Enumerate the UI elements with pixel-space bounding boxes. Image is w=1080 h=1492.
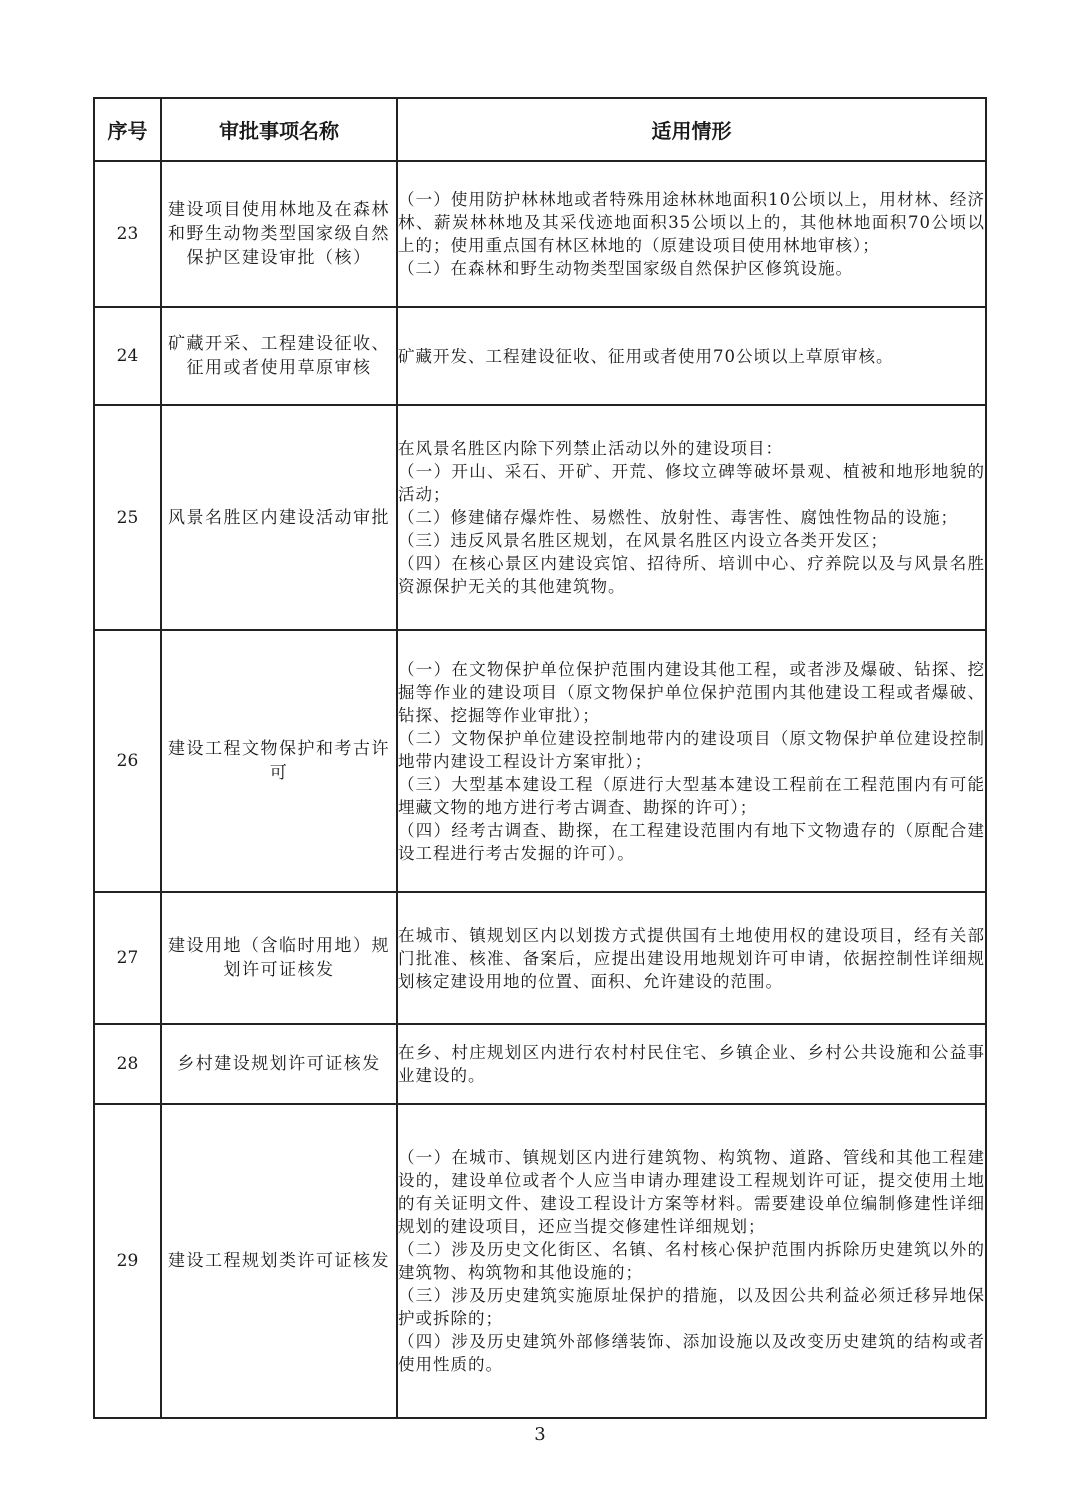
applicable-scope — [397, 307, 986, 405]
scope-line: （二）修建储存爆炸性、易燃性、放射性、毒害性、腐蚀性物品的设施； — [398, 508, 958, 527]
table-header-row — [94, 98, 986, 161]
table-row — [94, 1024, 986, 1104]
row-number: 29 — [94, 1104, 161, 1418]
row-number: 24 — [94, 307, 161, 405]
table-row — [94, 405, 986, 630]
scope-line: 在风景名胜区内除下列禁止活动以外的建设项目： — [398, 439, 783, 458]
scope-line: （四）经考古调查、勘探，在工程建设范围内有地下文物遗存的（原配合建设工程进行考古发掘的许可）。 — [398, 820, 985, 863]
item-name: 建设工程文物保护和考古许可 — [161, 630, 397, 892]
row-number: 26 — [94, 630, 161, 892]
item-name: 乡村建设规划许可证核发 — [161, 1024, 397, 1104]
item-name: 风景名胜区内建设活动审批 — [161, 405, 397, 630]
scope-line: （二）涉及历史文化街区、名镇、名村核心保护范围内拆除历史建筑以外的建筑物、构筑物和其他设施的； — [398, 1240, 985, 1282]
row-number: 27 — [94, 892, 161, 1024]
scope-line: （一）在文物保护单位保护范围内建设其他工程，或者涉及爆破、钻探、挖掘等作业的建设项目（原文物保护单位保护范围内其他建设工程或者爆破、钻探、挖掘等作业审批）； — [398, 659, 985, 725]
applicable-scope — [397, 161, 986, 307]
table-row — [94, 307, 986, 405]
applicable-scope — [397, 1024, 986, 1104]
scope-line: 在城市、镇规划区内以划拨方式提供国有土地使用权的建设项目，经有关部门批准、核准、备案后，应提出建设用地规划许可申请，依据控制性详细规划核定建设用地的位置、面积、允许建设的范围。 — [398, 925, 985, 991]
scope-line: （三）大型基本建设工程（原进行大型基本建设工程前在工程范围内有可能埋藏文物的地方进行考古调查、勘探的许可）； — [398, 774, 985, 817]
table-row — [94, 161, 986, 307]
item-name: 建设用地（含临时用地）规划许可证核发 — [161, 892, 397, 1024]
table-row — [94, 630, 986, 892]
applicable-scope — [397, 1104, 986, 1418]
scope-line: 矿藏开发、工程建设征收、征用或者使用70公顷以上草原审核。 — [398, 346, 894, 366]
scope-line: （二）在森林和野生动物类型国家级自然保护区修筑设施。 — [398, 259, 853, 278]
item-name: 建设项目使用林地及在森林和野生动物类型国家级自然保护区建设审批（核） — [161, 161, 397, 307]
scope-line: （四）在核心景区内建设宾馆、招待所、培训中心、疗养院以及与风景名胜资源保护无关的其他建筑物。 — [398, 554, 985, 596]
item-name: 建设工程规划类许可证核发 — [161, 1104, 397, 1418]
approval-items-table — [93, 97, 987, 1419]
scope-line: （四）涉及历史建筑外部修缮装饰、添加设施以及改变历史建筑的结构或者使用性质的。 — [398, 1332, 985, 1374]
applicable-scope — [397, 630, 986, 892]
applicable-scope — [397, 892, 986, 1024]
table-row — [94, 892, 986, 1024]
row-number: 25 — [94, 405, 161, 630]
applicable-scope — [397, 405, 986, 630]
item-name: 矿藏开采、工程建设征收、征用或者使用草原审核 — [161, 307, 397, 405]
header-serial-number: 序号 — [94, 98, 161, 161]
scope-line: 在乡、村庄规划区内进行农村村民住宅、乡镇企业、乡村公共设施和公益事业建设的。 — [398, 1043, 985, 1085]
row-number: 28 — [94, 1024, 161, 1104]
scope-line: （三）违反风景名胜区规划，在风景名胜区内设立各类开发区； — [398, 531, 888, 550]
table-row — [94, 1104, 986, 1418]
scope-line: （一）在城市、镇规划区内进行建筑物、构筑物、道路、管线和其他工程建设的，建设单位或者个人应当申请办理建设工程规划许可证，提交使用土地的有关证明文件、建设工程设计方案等材料。需要建设单位编制修建性详细规划的建设项目，还应当提交修建性详细规划； — [398, 1148, 985, 1236]
scope-line: （一）开山、采石、开矿、开荒、修坟立碑等破坏景观、植被和地形地貌的活动； — [398, 462, 985, 504]
scope-line: （三）涉及历史建筑实施原址保护的措施，以及因公共利益必须迁移异地保护或拆除的； — [398, 1286, 985, 1328]
header-item-name: 审批事项名称 — [161, 98, 397, 161]
page-number: 3 — [534, 1424, 546, 1445]
header-applicable-scope: 适用情形 — [397, 98, 986, 161]
scope-line: （二）文物保护单位建设控制地带内的建设项目（原文物保护单位建设控制地带内建设工程设计方案审批）； — [398, 728, 985, 771]
scope-line: （一）使用防护林林地或者特殊用途林林地面积10公顷以上，用材林、经济林、薪炭林林地及其采伐迹地面积35公顷以上的，其他林地面积70公顷以上的；使用重点国有林区林地的（原建设项目使用林地审核）； — [398, 190, 985, 255]
row-number: 23 — [94, 161, 161, 307]
